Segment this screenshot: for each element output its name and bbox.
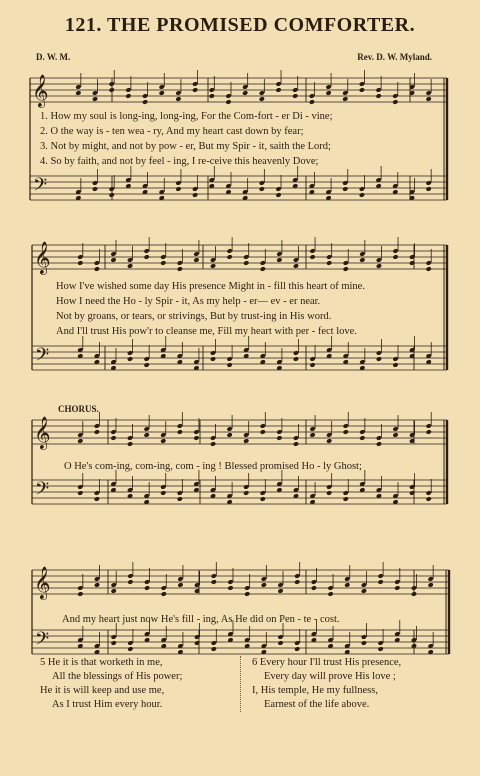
- note-head: [77, 591, 83, 597]
- treble-clef-icon: 𝄞: [34, 241, 51, 274]
- note-head: [160, 490, 166, 496]
- note-head: [260, 266, 266, 272]
- bass-clef-icon: 𝄢: [35, 629, 50, 654]
- note-head: [394, 585, 400, 591]
- note-head: [142, 99, 148, 105]
- note-head: [177, 496, 183, 502]
- hymn-number: 121.: [64, 14, 102, 36]
- note-head: [243, 490, 249, 496]
- note-head: [261, 582, 267, 588]
- note-head: [111, 640, 117, 646]
- note-head: [277, 588, 283, 594]
- chorus-line-1: O He's com-ing, com-ing, com - ing ! Blessed promised Ho - ly Ghost;: [64, 461, 362, 472]
- note-head: [342, 186, 348, 192]
- verse-5-line: He it is will keep and use me,: [40, 685, 165, 696]
- note-head: [426, 266, 432, 272]
- composer-initials: D. W. M.: [36, 52, 71, 62]
- note-head: [242, 90, 248, 96]
- verse-5-line: 5 He it is that worketh in me,: [40, 657, 163, 668]
- treble-clef-icon: 𝄞: [32, 74, 49, 107]
- note-head: [177, 429, 183, 435]
- note-head: [127, 579, 133, 585]
- note-head: [359, 257, 365, 263]
- note-head: [344, 582, 350, 588]
- note-head: [144, 585, 150, 591]
- verse-6-line: I, His temple, He my fullness,: [252, 685, 378, 696]
- note-head: [343, 429, 349, 435]
- verse-divider: [240, 656, 242, 712]
- note-head: [94, 266, 100, 272]
- verse-2-line: 2. O the way is - ten wea - ry, And my heart cast down by fear;: [40, 126, 304, 137]
- note-head: [75, 90, 81, 96]
- note-head: [192, 192, 198, 198]
- note-head: [376, 441, 382, 447]
- note-head: [343, 266, 349, 272]
- note-head: [175, 186, 181, 192]
- note-head: [77, 438, 83, 444]
- note-head: [226, 432, 232, 438]
- note-head: [426, 186, 432, 192]
- note-head: [193, 257, 199, 263]
- note-head: [377, 579, 383, 585]
- note-head: [109, 192, 115, 198]
- note-head: [94, 582, 100, 588]
- note-head: [192, 87, 198, 93]
- note-head: [294, 579, 300, 585]
- verse-4-line-2: And I'll trust His pow'r to cleanse me, Fill my heart with per - fect love.: [56, 326, 357, 337]
- treble-clef-icon: 𝄞: [34, 566, 51, 599]
- note-head: [210, 263, 216, 269]
- verse-4-line: 4. So by faith, and not by feel - ing, I re-ceive this heavenly Dove;: [40, 156, 319, 167]
- chorus-line-2: And my heart just now He's fill - ing, As He did on Pen - te - cost.: [62, 614, 340, 625]
- verse-5-line: As I trust Him every hour.: [52, 699, 163, 710]
- note-head: [161, 591, 167, 597]
- note-head: [160, 260, 166, 266]
- note-head: [309, 432, 315, 438]
- note-head: [193, 435, 199, 441]
- note-head: [92, 186, 98, 192]
- verse-2-line-2: How I need the Ho - ly Spir - it, As my help - er— ev - er near.: [56, 296, 321, 307]
- note-head: [411, 591, 417, 597]
- note-head: [259, 186, 265, 192]
- note-head: [326, 260, 332, 266]
- note-head: [94, 496, 100, 502]
- note-head: [426, 429, 432, 435]
- note-head: [77, 490, 83, 496]
- note-head: [275, 192, 281, 198]
- verse-1-line-2: How I've wished some day His presence Might in - fill this heart of mine.: [56, 281, 365, 292]
- note-head: [260, 429, 266, 435]
- hymn-title-text: THE PROMISED COMFORTER.: [107, 14, 416, 36]
- note-head: [127, 356, 133, 362]
- note-head: [426, 96, 432, 102]
- note-head: [342, 96, 348, 102]
- note-head: [392, 99, 398, 105]
- note-head: [326, 490, 332, 496]
- note-head: [428, 582, 434, 588]
- note-head: [144, 254, 150, 260]
- note-head: [92, 96, 98, 102]
- verse-6: [252, 656, 401, 712]
- note-head: [211, 579, 217, 585]
- note-head: [243, 438, 249, 444]
- note-head: [426, 496, 432, 502]
- note-head: [275, 87, 281, 93]
- verse-5-line: All the blessings of His power;: [52, 671, 183, 682]
- note-head: [244, 591, 250, 597]
- note-head: [311, 585, 317, 591]
- note-head: [127, 441, 133, 447]
- note-head: [359, 192, 365, 198]
- note-head: [375, 93, 381, 99]
- verse-6-line: 6 Every hour I'll trust His presence,: [252, 657, 402, 668]
- note-head: [94, 429, 100, 435]
- treble-clef-icon: 𝄞: [34, 416, 51, 449]
- note-head: [225, 99, 231, 105]
- note-head: [361, 588, 367, 594]
- note-head: [110, 257, 116, 263]
- note-head: [177, 266, 183, 272]
- note-head: [127, 646, 133, 652]
- note-head: [144, 432, 150, 438]
- note-head: [144, 362, 150, 368]
- note-head: [376, 263, 382, 269]
- chorus-label: CHORUS.: [58, 404, 99, 414]
- note-head: [359, 87, 365, 93]
- note-head: [326, 438, 332, 444]
- note-head: [377, 646, 383, 652]
- note-head: [293, 263, 299, 269]
- note-head: [343, 496, 349, 502]
- note-head: [109, 87, 115, 93]
- note-head: [227, 585, 233, 591]
- verse-6-line: Every day will prove His love ;: [264, 671, 396, 682]
- note-head: [127, 263, 133, 269]
- note-head: [159, 90, 165, 96]
- note-head: [210, 356, 216, 362]
- note-head: [259, 96, 265, 102]
- note-head: [226, 362, 232, 368]
- note-head: [77, 260, 83, 266]
- note-head: [160, 438, 166, 444]
- bass-clef-icon: 𝄢: [35, 345, 50, 370]
- note-head: [260, 496, 266, 502]
- author-credit: Rev. D. W. Myland.: [357, 52, 432, 62]
- note-head: [293, 356, 299, 362]
- note-head: [276, 257, 282, 263]
- bass-clef-icon: 𝄢: [33, 175, 48, 200]
- note-head: [309, 362, 315, 368]
- note-head: [359, 435, 365, 441]
- note-head: [294, 646, 300, 652]
- note-head: [327, 591, 333, 597]
- note-head: [211, 646, 217, 652]
- verse-6-line: Earnest of the life above.: [264, 699, 370, 710]
- note-head: [226, 254, 232, 260]
- note-head: [125, 93, 131, 99]
- note-head: [293, 441, 299, 447]
- note-head: [392, 254, 398, 260]
- note-head: [392, 362, 398, 368]
- note-head: [177, 582, 183, 588]
- note-head: [209, 93, 215, 99]
- bass-clef-icon: 𝄢: [35, 479, 50, 504]
- note-head: [361, 640, 367, 646]
- verse-3-line-2: Not by groans, or tears, or strivings, But by trust-ing in His word.: [56, 311, 332, 322]
- note-head: [277, 640, 283, 646]
- note-head: [111, 588, 117, 594]
- note-head: [292, 93, 298, 99]
- note-head: [325, 90, 331, 96]
- note-head: [392, 432, 398, 438]
- verse-3-line: 3. Not by might, and not by pow - er, But my Spir - it, saith the Lord;: [40, 141, 331, 152]
- note-head: [309, 254, 315, 260]
- note-head: [210, 441, 216, 447]
- note-head: [376, 356, 382, 362]
- note-head: [175, 96, 181, 102]
- note-head: [243, 260, 249, 266]
- verse-5: [40, 656, 182, 712]
- note-head: [110, 435, 116, 441]
- note-head: [276, 435, 282, 441]
- note-head: [309, 99, 315, 105]
- verse-1-line: 1. How my soul is long-ing, long-ing, For the Com-fort - er Di - vine;: [40, 111, 333, 122]
